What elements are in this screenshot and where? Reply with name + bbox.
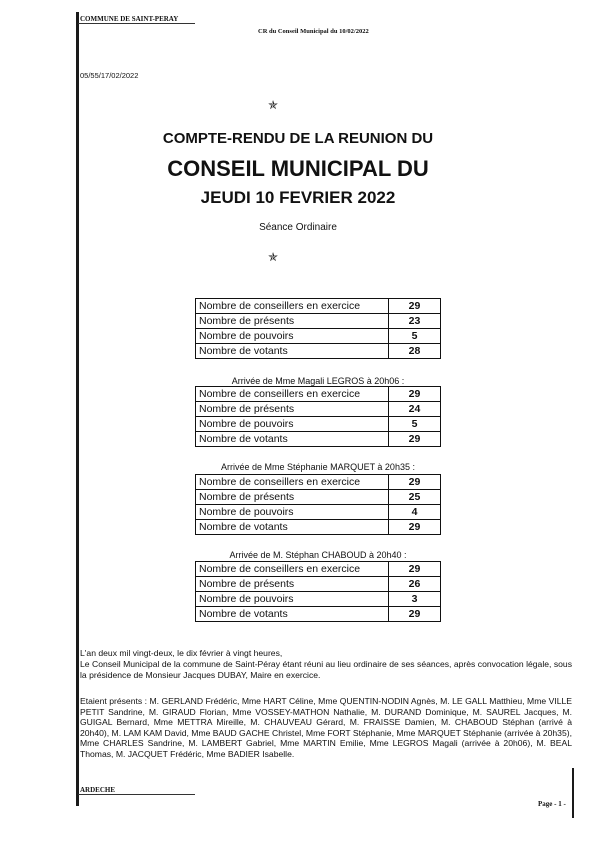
row-value: 29 [389,520,441,535]
session-type: Séance Ordinaire [259,222,337,233]
attendance-table-2 [195,386,441,447]
page-number: Page - 1 - [538,800,566,808]
row-label: Nombre de pouvoirs [196,329,389,344]
star-icon: ✯ [268,98,279,112]
row-label: Nombre de pouvoirs [196,592,389,607]
table-row [196,592,441,607]
row-label: Nombre de votants [196,607,389,622]
table-row [196,344,441,359]
commune-header: COMMUNE DE SAINT-PERAY [80,15,179,23]
table-row [196,314,441,329]
table-row [196,490,441,505]
star-icon: ✯ [268,250,279,264]
title-line-1: COMPTE-RENDU DE LA REUNION DU [162,130,434,147]
table-row [196,299,441,314]
intro-date-paragraph: L'an deux mil vingt-deux, le dix février à vingt heures, [80,648,283,658]
row-label: Nombre de présents [196,490,389,505]
table-row [196,577,441,592]
row-label: Nombre de présents [196,314,389,329]
row-value: 29 [389,387,441,402]
row-value: 26 [389,577,441,592]
row-label: Nombre de votants [196,520,389,535]
row-label: Nombre de conseillers en exercice [196,387,389,402]
table-row [196,329,441,344]
footer-department: ARDECHE [80,786,116,794]
table-row [196,505,441,520]
arrival-caption-legros: Arrivée de Mme Magali LEGROS à 20h06 : [231,376,405,386]
row-value: 28 [389,344,441,359]
row-value: 5 [389,329,441,344]
arrival-caption-marquet: Arrivée de Mme Stéphanie MARQUET à 20h35 : [221,462,415,472]
row-value: 29 [389,562,441,577]
title-line-3: JEUDI 10 FEVRIER 2022 [200,188,396,207]
row-value: 29 [389,475,441,490]
row-value: 29 [389,607,441,622]
row-value: 5 [389,417,441,432]
table-row [196,417,441,432]
table-row [196,432,441,447]
row-value: 29 [389,432,441,447]
convocation-paragraph: Le Conseil Municipal de la commune de Saint-Péray étant réuni au lieu ordinaire de ses séances, après convocation légale, sous la présidence de Monsieur Jacques DUBAY, Maire en exercice. [80,659,572,680]
attendance-table-1 [195,298,441,359]
row-label: Nombre de votants [196,344,389,359]
footer-underline [78,794,195,795]
row-label: Nombre de conseillers en exercice [196,475,389,490]
document-reference: 05/55/17/02/2022 [80,71,139,80]
right-margin-rule [572,768,574,818]
row-value: 25 [389,490,441,505]
row-label: Nombre de conseillers en exercice [196,299,389,314]
row-label: Nombre de votants [196,432,389,447]
row-label: Nombre de présents [196,577,389,592]
table-row [196,387,441,402]
row-value: 23 [389,314,441,329]
table-row [196,475,441,490]
row-value: 29 [389,299,441,314]
row-label: Nombre de pouvoirs [196,505,389,520]
document-header-title: CR du Conseil Municipal du 10/02/2022 [258,28,369,35]
row-value: 3 [389,592,441,607]
row-label: Nombre de pouvoirs [196,417,389,432]
table-row [196,520,441,535]
table-row [196,607,441,622]
attendance-table-3 [195,474,441,535]
attendance-table-4 [195,561,441,622]
row-label: Nombre de conseillers en exercice [196,562,389,577]
row-label: Nombre de présents [196,402,389,417]
title-line-2: CONSEIL MUNICIPAL DU [167,156,429,181]
header-underline [78,23,195,24]
arrival-caption-chaboud: Arrivée de M. Stéphan CHABOUD à 20h40 : [229,550,407,560]
table-row [196,402,441,417]
table-row [196,562,441,577]
row-value: 24 [389,402,441,417]
attendees-paragraph: Etaient présents : M. GERLAND Frédéric, Mme HART Céline, Mme QUENTIN-NODIN Agnès, M. LE GALL Matthieu, Mme VILLE PETIT Sandrine, M. GIRAUD Florian, Mme VOSSEY-MATHON Nathalie, M. DURAND Dominique, M. SAUREL Jacques, M. GUIGAL Bernard, Mme METTRA Mireille, M. CHAUVEAU Gérard, M. FRAISSE Damien, M. CHABOUD Stéphan (arrivé à 20h40), M. LAM KAM David, Mme BAUD GACHE Christel, Mme FORT Stéphanie, Mme MARQUET Stéphanie (arrivée à 20h35), Mme CHARLES Sandrine, M. LAMBERT Gabriel, Mme MARTIN Emilie, Mme LEGROS Magali (arrivée à 20h06), M. BEAL Thomas, M. JACQUET Frédéric, Mme BADIER Isabelle. [80,696,572,759]
row-value: 4 [389,505,441,520]
